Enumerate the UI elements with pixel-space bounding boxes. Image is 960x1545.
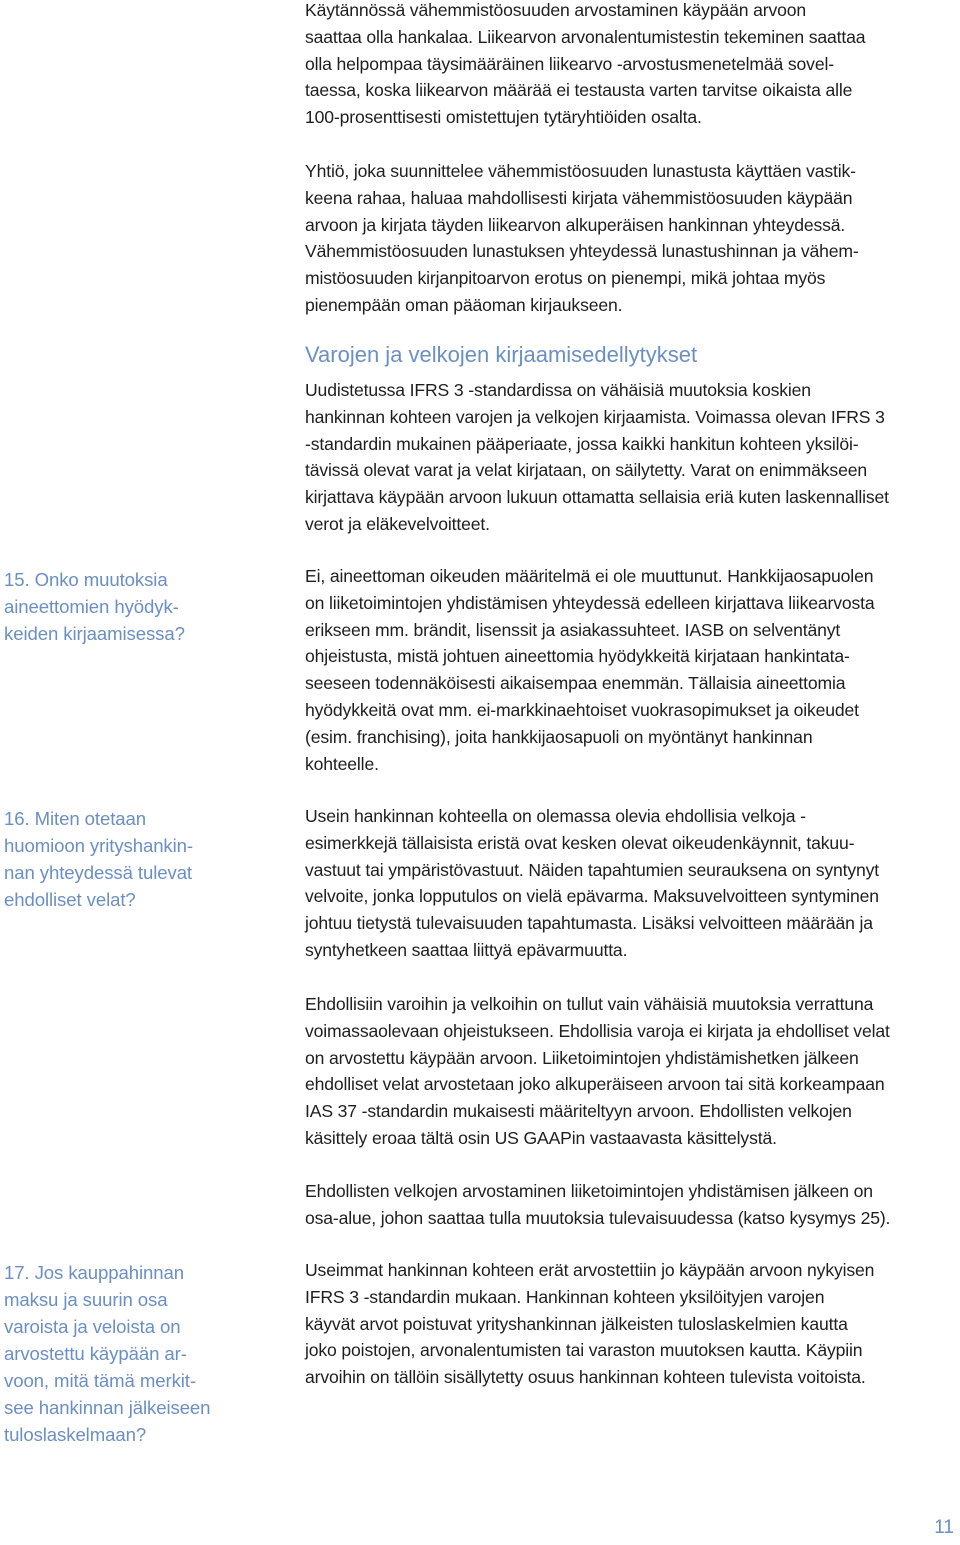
question-16: 16. Miten otetaan huomioon yrityshankin- nan yhteydessä tulevat ehdolliset velat? (4, 808, 193, 910)
answer-16-paragraph-1: Usein hankinnan kohteella on olemassa olevia ehdollisia velkoja - esimerkkejä tällaisista eristä ovat kesken olevat oikeudenkäynnit, takuu- vastuut tai ympäristövastuut. Näiden tapahtumien seurauksena on syntynyt velvoite, jonka lopputulos on vielä epävarma. Maksuvelvoitteen syntyminen johtuu tietystä tulevaisuuden tapahtumasta. Lisäksi velvoitteen määrään ja syntyhetkeen saattaa liittyä epävarmuutta. (305, 806, 880, 960)
answer-16-paragraph-2: Ehdollisiin varoihin ja velkoihin on tullut vain vähäisiä muutoksia verrattuna voimassaolevaan ohjeistukseen. Ehdollisia varoja ei kirjata ja ehdolliset velat on arvostettu käypään arvoon. Liiketoimintojen yhdistämishetken jälkeen ehdolliset velat arvostetaan joko alkuperäiseen arvoon tai sitä korkeampaan IAS 37 -standardin mukaisesti määriteltyyn arvoon. Ehdollisten velkojen käsittely eroaa tältä osin US GAAPin vastaavasta käsittelystä. (305, 994, 890, 1148)
paragraph-minority-interest-valuation: Käytännössä vähemmistöosuuden arvostaminen käypään arvoon saattaa olla hankalaa. Liikearvon arvonalentumistestin tekeminen saattaa olla helpompaa täysimääräinen liikearvo -arvostusmenetelmää sovel- taessa, koska liikearvon määrää ei testausta varten tarvitse oikaista alle 100-prosenttisesti omistettujen tytäryhtiöiden osalta. (305, 0, 866, 128)
paragraph-minority-interest-redemption: Yhtiö, joka suunnittelee vähemmistöosuuden lunastusta käyttäen vastik- keena rahaa, haluaa mahdollisesti kirjata vähemmistöosuuden käypään arvoon ja kirjata täyden liikearvon alkuperäisen hankinnan yhteydessä. Vähemmistöosuuden lunastuksen yhteydessä lunastushinnan ja vähem- mistöosuuden kirjanpitoarvon erotus on pienempi, mikä johtaa myös pienempään oman pääoman kirjaukseen. (305, 161, 859, 315)
question-15: 15. Onko muutoksia aineettomien hyödyk- keiden kirjaamisessa? (4, 569, 185, 644)
answer-16-paragraph-3: Ehdollisten velkojen arvostaminen liiketoimintojen yhdistämisen jälkeen on osa-alue, johon saattaa tulla muutoksia tulevaisuudessa (katso kysymys 25). (305, 1181, 891, 1228)
answer-15-paragraph: Ei, aineettoman oikeuden määritelmä ei ole muuttunut. Hankkijaosapuolen on liiketoimintojen yhdistämisen yhteydessä edelleen kirjattava liikearvosta erikseen mm. brändit, lisenssit ja asiakassuhteet. IASB on selventänyt ohjeistusta, mistä johtuen aineettomia hyödykkeitä kirjataan hankintata- seeseen todennäköisesti aikaisempaa enemmän. Tällaisia aineettomia hyödykkeitä ovat mm. ei-markkinaehtoiset vuokrasopimukset ja oikeudet (esim. franchising), joita hankkijaosapuoli on myöntänyt hankinnan kohteelle. (305, 566, 875, 774)
section-heading-recognition-criteria: Varojen ja velkojen kirjaamisedellytykset (305, 342, 698, 367)
page-number: 11 (934, 1517, 954, 1538)
answer-17-paragraph: Useimmat hankinnan kohteen erät arvostettiin jo käypään arvoon nykyisen IFRS 3 -standardin mukaan. Hankinnan kohteen yksilöityjen varojen käyvät arvot poistuvat yrityshankinnan jälkeisten tuloslaskelmien kautta joko poistojen, arvonalentumisten tai varaston muutoksen kautta. Käypiin arvoihin on tällöin sisällytetty osuus hankinnan kohteen tulevista voitoista. (305, 1260, 875, 1388)
question-17: 17. Jos kauppahinnan maksu ja suurin osa varoista ja veloista on arvostettu käypään ar- voon, mitä tämä merkit- see hankinnan jälkeiseen tuloslaskelmaan? (4, 1262, 211, 1445)
paragraph-recognition-criteria: Uudistetussa IFRS 3 -standardissa on vähäisiä muutoksia koskien hankinnan kohteen varojen ja velkojen kirjaamista. Voimassa olevan IFRS 3 -standardin mukainen pääperiaate, jossa kaikki hankitun kohteen yksilöi- tävissä olevat varat ja velat kirjataan, on säilytetty. Varat on enimmäkseen kirjattava käypään arvoon lukuun ottamatta sellaisia eriä kuten laskennalliset verot ja eläkevelvoitteet. (305, 380, 889, 534)
